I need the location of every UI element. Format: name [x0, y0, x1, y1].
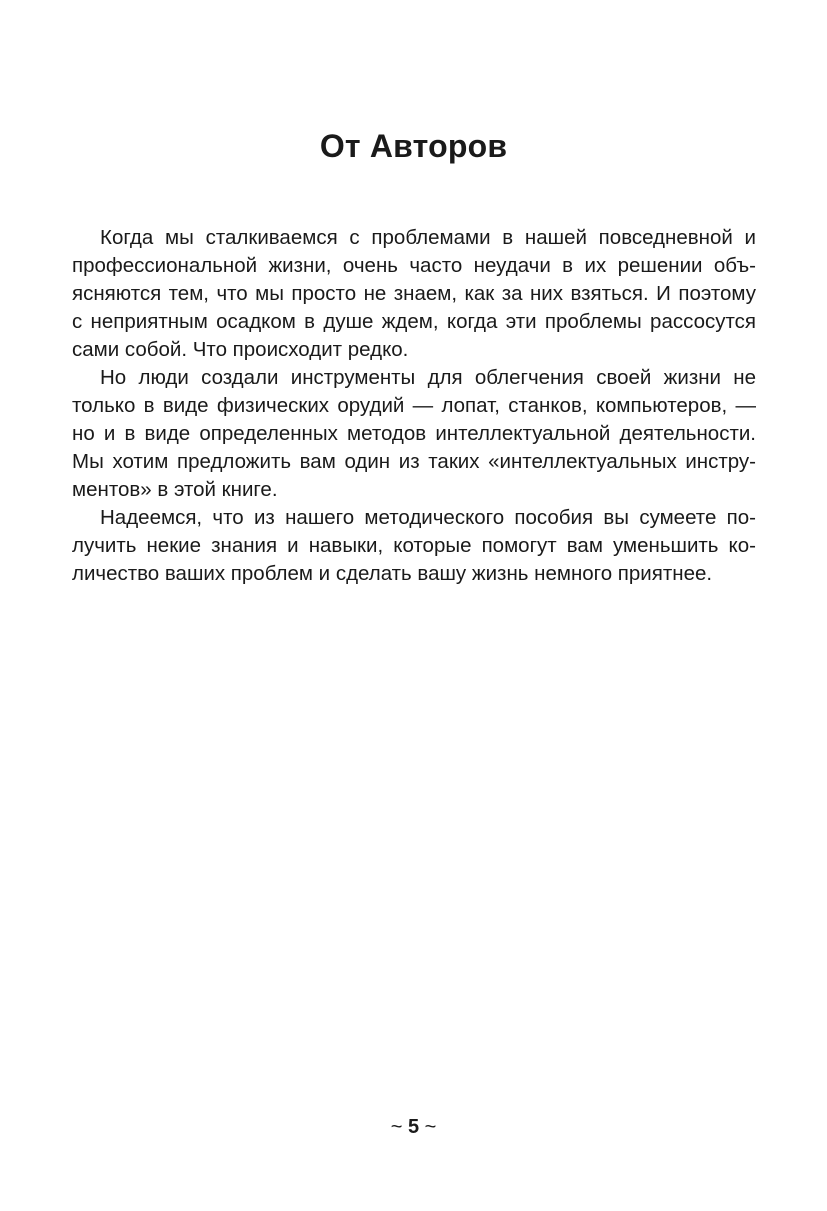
text-line: Надеемся, что из нашего методического пособия вы сумеете по-	[100, 506, 756, 529]
page-number-ornament-right: ~	[424, 1116, 437, 1138]
text-line: но и в виде определенных методов интеллектуальной деятельности.	[72, 422, 756, 445]
text-line: Когда мы сталкиваемся с проблемами в нашей повседневной и	[100, 226, 756, 249]
text-line: ясняются тем, что мы просто не знаем, как за них взяться. И поэтому	[72, 282, 756, 305]
text-line: ментов» в этой книге.	[72, 478, 278, 501]
page-number-value: 5	[407, 1116, 420, 1138]
page-number-ornament-left: ~	[390, 1116, 403, 1138]
text-line: Но люди создали инструменты для облегчения своей жизни не	[100, 366, 756, 389]
page-number	[0, 1116, 827, 1139]
page-title: От Авторов	[319, 128, 508, 164]
text-line: с неприятным осадком в душе ждем, когда эти проблемы рассосутся	[72, 310, 756, 333]
body-text	[72, 224, 756, 588]
text-line: сами собой. Что происходит редко.	[72, 338, 409, 361]
text-line: Мы хотим предложить вам один из таких «интеллектуальных инстру-	[72, 450, 756, 473]
text-line: профессиональной жизни, очень часто неудачи в их решении объ-	[72, 254, 756, 277]
text-line: только в виде физических орудий — лопат, станков, компьютеров, —	[72, 394, 756, 417]
text-line: личество ваших проблем и сделать вашу жизнь немного приятнее.	[72, 562, 713, 585]
text-line: лучить некие знания и навыки, которые помогут вам уменьшить ко-	[72, 534, 756, 557]
